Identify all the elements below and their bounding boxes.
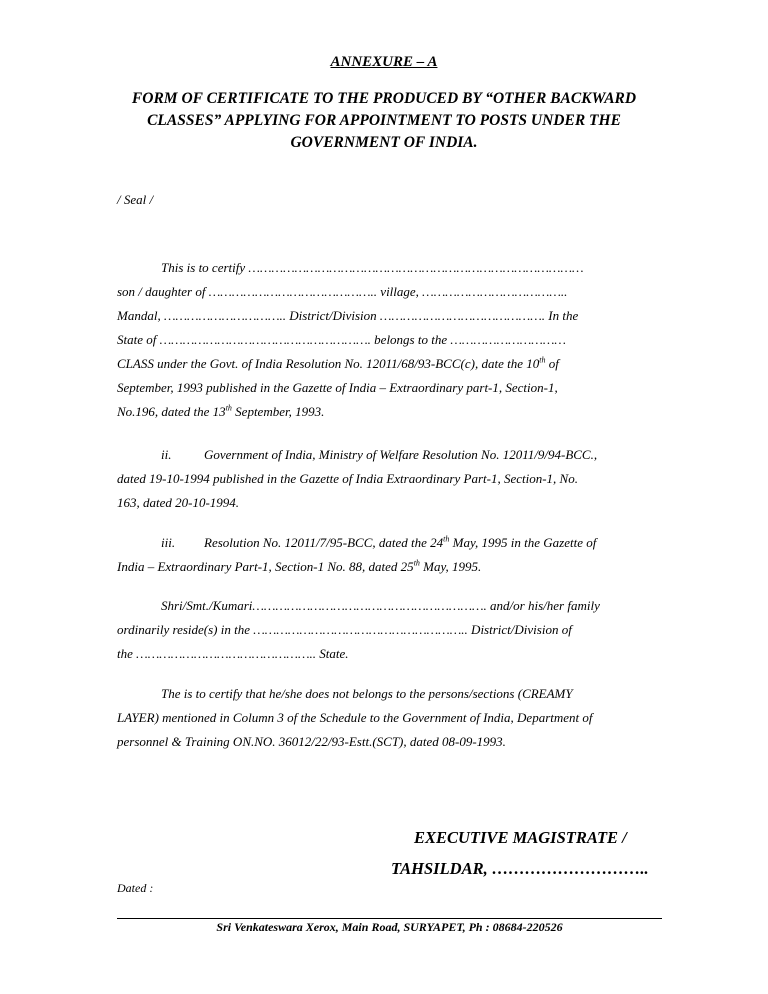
resolution-iii-paragraph: [117, 531, 660, 579]
resolution-ii-paragraph: [117, 443, 660, 515]
ordinal-sup: th: [539, 355, 546, 365]
ordinal-sup: th: [443, 534, 450, 544]
footer-text: Sri Venkateswara Xerox, Main Road, SURYAPET, Ph : 08684-220526: [216, 920, 563, 934]
creamy-layer-line-1: [117, 682, 660, 706]
ordinal-sup: th: [413, 558, 420, 568]
form-title: [108, 88, 660, 154]
creamy-layer-line-1-text: The is to certify that he/she does not belongs to the persons/sections (CREAMY: [161, 686, 573, 701]
signatory-tahsildar: TAHSILDAR, ………………………..: [391, 859, 649, 878]
resolution-iii-line-2-end: May, 1995.: [419, 559, 482, 574]
certify-line-5: [117, 352, 660, 376]
dated-label: Dated :: [117, 881, 154, 895]
item-number: iii.: [161, 535, 176, 550]
ordinal-sup: th: [225, 403, 232, 413]
resolution-iii-line-2-text: India – Extraordinary Part-1, Section-1 No. 88, dated 25: [117, 559, 414, 574]
residence-line-2: ordinarily reside(s) in the ……………………………………………….. District/Division of: [117, 622, 572, 637]
certify-paragraph: [117, 256, 660, 424]
residence-paragraph: [117, 594, 660, 666]
form-title-line-3: GOVERNMENT OF INDIA.: [290, 134, 478, 151]
resolution-ii-line-1-text: Government of India, Ministry of Welfare Resolution No. 12011/9/94-BCC.,: [204, 447, 598, 462]
resolution-ii-line-3: 163, dated 20-10-1994.: [117, 495, 240, 510]
creamy-layer-line-2: LAYER) mentioned in Column 3 of the Schedule to the Government of India, Department of: [117, 710, 593, 725]
resolution-iii-line-2: [117, 555, 660, 579]
footer-divider: [117, 918, 662, 919]
certify-line-1-text: This is to certify ……………………………………………………………………………: [161, 260, 584, 275]
form-title-line-1: FORM OF CERTIFICATE TO THE PRODUCED BY “OTHER BACKWARD: [131, 90, 637, 107]
certify-line-3: Mandal, ………………………….. District/Division ……………………………………. In the: [117, 308, 579, 323]
signatory-title: EXECUTIVE MAGISTRATE /: [414, 828, 627, 847]
certify-line-7-text: No.196, dated the 13: [117, 404, 226, 419]
residence-line-3: the ……………………………………….. State.: [117, 646, 349, 661]
item-number: ii.: [161, 447, 172, 462]
residence-line-1: [117, 594, 660, 618]
certify-line-2: son / daughter of …………………………………….. village, ………………………………..: [117, 284, 568, 299]
certify-line-7-end: September, 1993.: [231, 404, 325, 419]
certify-line-1: [117, 256, 660, 280]
resolution-iii-line-1-end: May, 1995 in the Gazette of: [449, 535, 597, 550]
annexure-heading: ANNEXURE – A: [330, 54, 438, 70]
resolution-iii-line-1: [117, 531, 660, 555]
certify-line-5-end: of: [545, 356, 559, 371]
certify-line-5-text: CLASS under the Govt. of India Resolution No. 12011/68/93-BCC(c), date the 10: [117, 356, 540, 371]
resolution-ii-line-1: [117, 443, 660, 467]
resolution-iii-line-1-text: Resolution No. 12011/7/95-BCC, dated the 24: [204, 535, 444, 550]
creamy-layer-line-3: personnel & Training ON.NO. 36012/22/93-Estt.(SCT), dated 08-09-1993.: [117, 734, 506, 749]
certify-line-6: September, 1993 published in the Gazette of India – Extraordinary part-1, Section-1,: [117, 380, 558, 395]
certify-line-4: State of ………………………………………………. belongs to the …………………………: [117, 332, 566, 347]
resolution-ii-line-2: dated 19-10-1994 published in the Gazette of India Extraordinary Part-1, Section-1, No.: [117, 471, 578, 486]
seal-label: / Seal /: [117, 192, 154, 207]
certify-line-7: [117, 400, 660, 424]
residence-line-1-text: Shri/Smt./Kumari……………………………………………………. and/or his/her family: [161, 598, 600, 613]
form-title-line-2: CLASSES” APPLYING FOR APPOINTMENT TO POSTS UNDER THE: [147, 112, 621, 129]
creamy-layer-paragraph: [117, 682, 660, 754]
